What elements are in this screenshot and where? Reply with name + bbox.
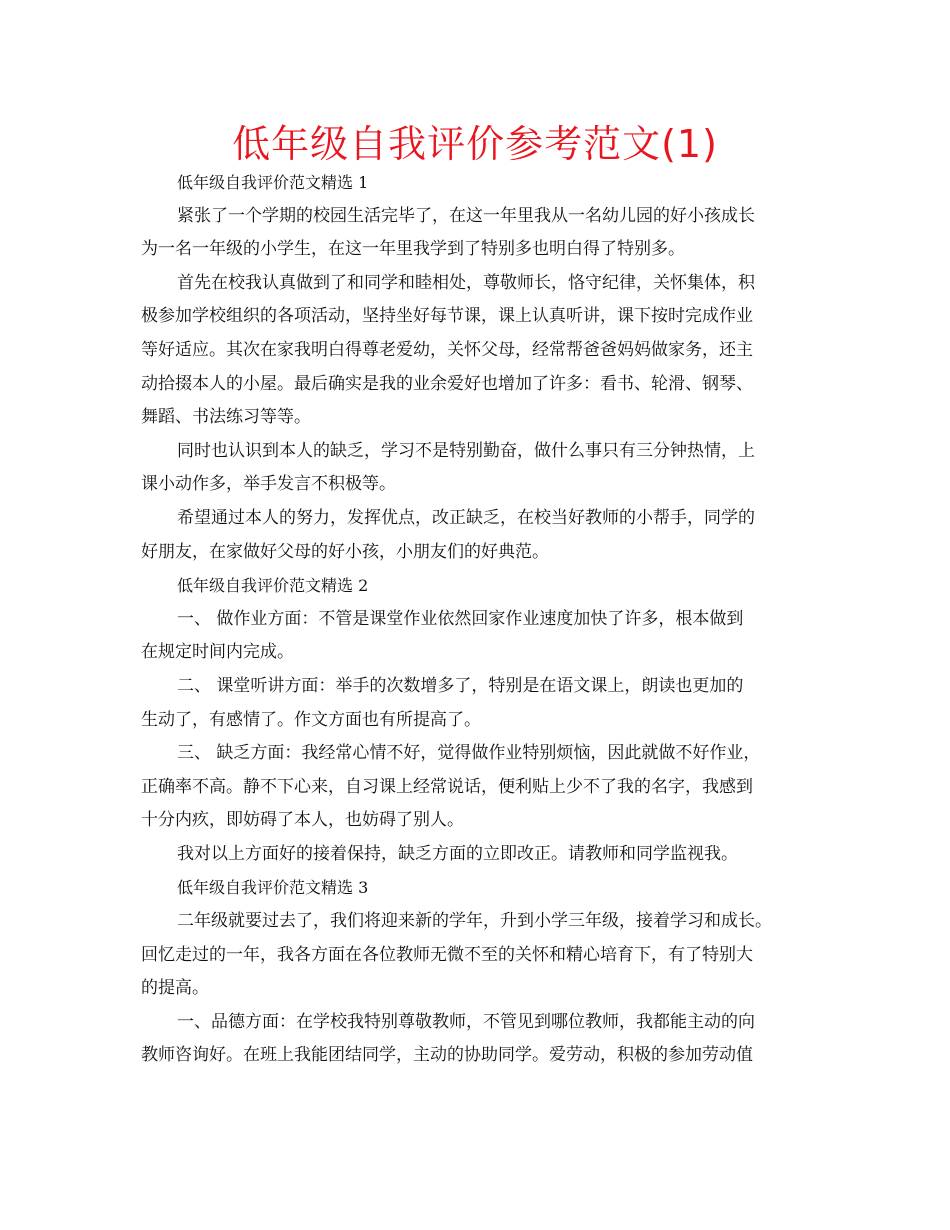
text-line: 一、 做作业方面：不管是课堂作业依然回家作业速度加快了许多，根本做到	[177, 608, 744, 629]
document-body	[141, 166, 812, 1073]
text-line: 同时也认识到本人的缺乏，学习不是特别勤奋，做什么事只有三分钟热情，上	[177, 440, 755, 461]
text-line: 三、 缺乏方面：我经常心情不好，觉得做作业特别烦恼，因此就做不好作业，	[177, 743, 761, 764]
text-line: 紧张了一个学期的校园生活完毕了，在这一年里我从一名幼儿园的好小孩成长	[177, 205, 755, 226]
text-line: 二年级就要过去了，我们将迎来新的学年，升到小学三年级，接着学习和成长。	[177, 911, 772, 932]
text-line: 好朋友，在家做好父母的好小孩，小朋友们的好典范。	[141, 541, 549, 562]
text-line: 在规定时间内完成。	[141, 642, 294, 663]
text-line: 我对以上方面好的接着保持，缺乏方面的立即改正。请教师和同学监视我。	[177, 843, 738, 864]
section-heading: 低年级自我评价范文精选 3	[177, 878, 369, 898]
text-line: 等好适应。其次在家我明白得尊老爱幼，关怀父母，经常帮爸爸妈妈做家务，还主	[141, 339, 753, 360]
text-line: 动拾掇本人的小屋。最后确实是我的业余爱好也增加了许多：看书、轮滑、钢琴、	[141, 373, 753, 394]
text-line: 为一名一年级的小学生，在这一年里我学到了特别多也明白得了特别多。	[141, 239, 685, 260]
text-line: 舞蹈、书法练习等等。	[141, 407, 311, 428]
text-line: 二、 课堂听讲方面：举手的次数增多了，特别是在语文课上，朗读也更加的	[177, 675, 744, 696]
text-line: 的提高。	[141, 978, 209, 999]
text-line: 回忆走过的一年，我各方面在各位教师无微不至的关怀和精心培育下，有了特别大	[141, 944, 753, 965]
document-title: 低年级自我评价参考范文(1)	[232, 122, 718, 166]
text-line: 十分内疚，即妨碍了本人，也妨碍了别人。	[141, 810, 464, 831]
text-line: 课小动作多，举手发言不积极等。	[141, 474, 396, 495]
text-line: 一、品德方面：在学校我特别尊敬教师，不管见到哪位教师，我都能主动的向	[177, 1011, 755, 1032]
section-heading: 低年级自我评价范文精选 2	[177, 576, 369, 596]
text-line: 希望通过本人的努力，发挥优点，改正缺乏，在校当好教师的小帮手，同学的	[177, 507, 755, 528]
text-line: 首先在校我认真做到了和同学和睦相处，尊敬师长，恪守纪律，关怀集体，积	[177, 272, 755, 293]
section-heading: 低年级自我评价范文精选 1	[177, 173, 369, 192]
text-line: 生动了，有感情了。作文方面也有所提高了。	[141, 709, 481, 730]
text-line: 正确率不高。静不下心来，自习课上经常说话，便利贴上少不了我的名字，我感到	[141, 776, 753, 797]
text-line: 教师咨询好。在班上我能团结同学，主动的协助同学。爱劳动，积极的参加劳动值	[141, 1045, 753, 1066]
text-line: 极参加学校组织的各项活动，坚持坐好每节课，课上认真听讲，课下按时完成作业	[141, 306, 753, 327]
